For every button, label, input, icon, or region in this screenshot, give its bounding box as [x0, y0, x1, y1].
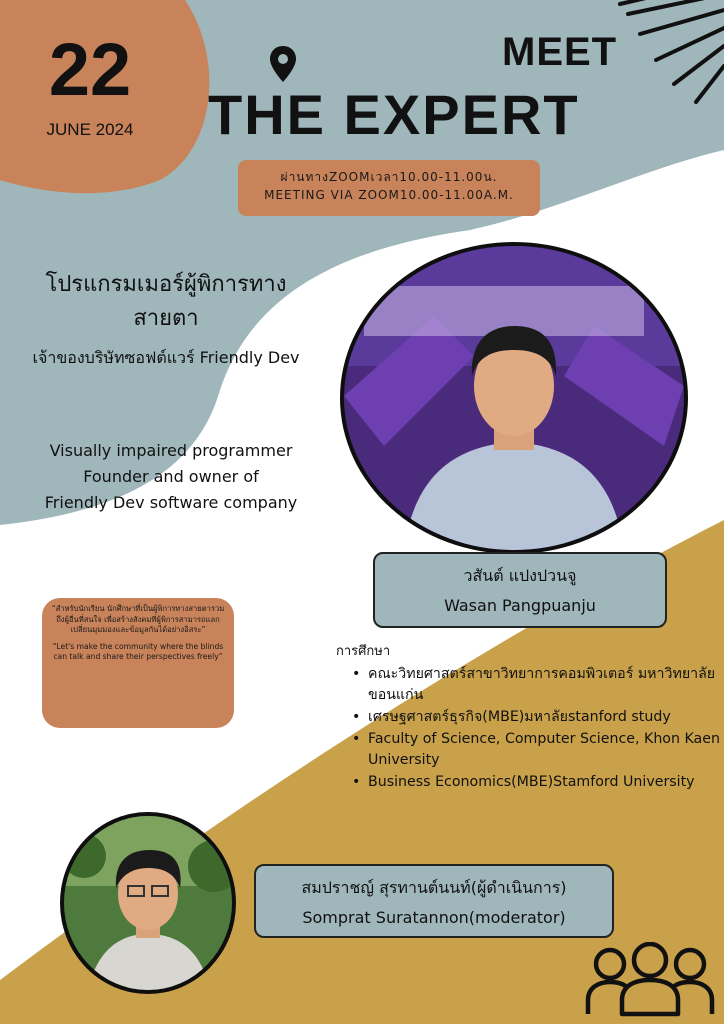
moderator-name-box	[254, 864, 614, 938]
location-pin-icon	[268, 44, 298, 84]
speaker-title-th: โปรแกรมเมอร์ผู้พิการทางสายตา	[45, 272, 287, 331]
zoom-time-th: ผ่านทางZOOMเวลา10.00-11.00น.	[280, 170, 498, 184]
education-item-text: เศรษฐศาสตร์ธุรกิจ(MBE)มหาลัยstanford study	[368, 709, 671, 725]
speaker-name-box	[373, 552, 667, 628]
education-item: • Business Economics(MBE)Stamford University	[352, 774, 695, 790]
quote-th: “สำหรับนักเรียน นักศึกษาที่เป็นผู้พิการทางสายตารวมถึงผู้อื่นที่สนใจ เพื่อสร้างสังคมที่ผู้พิการสามารถแลกเปลี่ยนมุมมองและข้อมูลกันได้อย่างอิสระ”	[51, 604, 225, 634]
education-item-text: Business Economics(MBE)Stamford University	[368, 774, 695, 790]
speaker-description-en	[16, 438, 326, 516]
people-group-icon	[584, 942, 716, 1018]
event-month-year: JUNE 2024	[46, 120, 134, 139]
title-the-expert: THE EXPERT	[208, 83, 580, 146]
speaker-name-th: วสันต์ แปงปวนจู	[463, 566, 577, 585]
education-item-text: Faculty of Science, Computer Science, Khon Kaen University	[368, 731, 720, 768]
title-meet: MEET	[502, 30, 618, 74]
education-item: • Faculty of Science, Computer Science, Khon Kaen University	[352, 731, 720, 768]
speaker-founder-en: Founder and owner of	[83, 467, 259, 486]
education-item: • คณะวิทยศาสตร์สาขาวิทยาการคอมพิวเตอร์ มหาวิทยาลัยขอนแก่น	[352, 666, 716, 703]
moderator-photo	[60, 812, 236, 994]
zoom-time-en: MEETING VIA ZOOM10.00-11.00A.M.	[264, 188, 514, 202]
event-day: 22	[48, 28, 132, 111]
zoom-info-box	[238, 160, 540, 216]
moderator-name-th: สมปราชญ์ สุรทานต์นนท์(ผู้ดำเนินการ)	[301, 878, 567, 897]
moderator-name-en: Somprat Suratannon(moderator)	[302, 908, 566, 927]
speaker-title-en: Visually impaired programmer	[49, 441, 293, 460]
speaker-company-en: Friendly Dev software company	[44, 493, 298, 512]
education-item-text: คณะวิทยศาสตร์สาขาวิทยาการคอมพิวเตอร์ มหาวิทยาลัยขอนแก่น	[368, 666, 716, 703]
quote-en: “Let's make the community where the blinds can talk and share their perspectives freely”	[52, 641, 224, 661]
speaker-company-th: เจ้าของบริษัทซอฟต์แวร์ Friendly Dev	[32, 348, 300, 367]
education-item: • เศรษฐศาสตร์ธุรกิจ(MBE)มหาลัยstanford study	[352, 709, 671, 725]
education-heading: การศึกษา	[336, 644, 391, 659]
education-list	[352, 664, 724, 794]
speaker-name-en: Wasan Pangpuanju	[444, 596, 596, 615]
quote-box	[42, 598, 234, 728]
decorative-rays	[600, 0, 724, 104]
speaker-photo	[340, 242, 688, 554]
